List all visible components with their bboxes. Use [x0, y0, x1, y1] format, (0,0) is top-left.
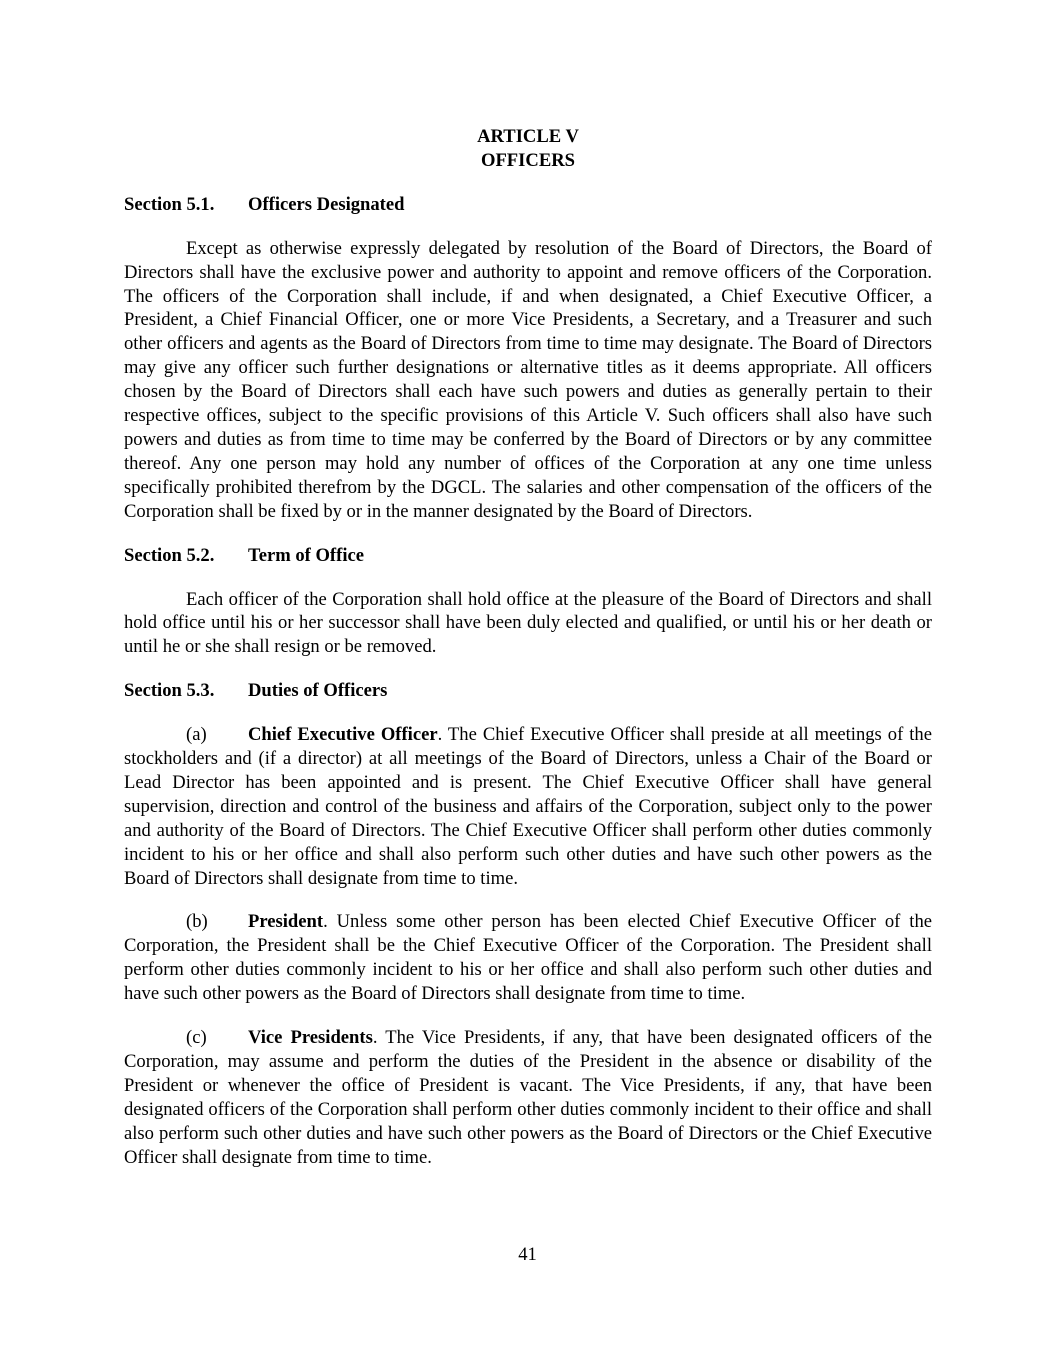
page-number: 41: [518, 1244, 537, 1265]
section-title: Duties of Officers: [248, 680, 388, 702]
subsection-text: . Unless some other person has been elected Chief Executive Officer of the Corporation, the President shall be the Chief Executive Officer of the Corporation. The President shall perform other duties commonly incident to his or her office and shall also perform such other duties and have such other powers as the Board of Directors shall designate from time to time.: [124, 911, 932, 1005]
section-5-3-heading: [124, 679, 932, 703]
section-title: Officers Designated: [248, 193, 405, 215]
section-number: Section 5.2.: [124, 544, 215, 566]
subsection-title: President: [248, 911, 324, 933]
subsection-text: . The Vice Presidents, if any, that have been designated officers of the Corporation, may assume and perform the duties of the President in the absence or disability of the President or whenever the office of President is vacant. The Vice Presidents, if any, that have been designated officers of the Corporation shall perform other duties commonly incident to their office and shall also perform such other duties and have such other powers as the Board of Directors or the Chief Executive Officer shall designate from time to time.: [124, 1027, 932, 1168]
subsection-a-chief-executive-officer: [124, 723, 932, 890]
section-5-1-heading: [124, 193, 932, 217]
subsection-c-vice-presidents: [124, 1026, 932, 1169]
section-5-1-paragraph: Except as otherwise expressly delegated by resolution of the Board of Directors, the Board of Directors shall have the exclusive power and authority to appoint and remove officers of the Corporation. The officers of the Corporation shall include, if and when designated, a Chief Executive Officer, a President, a Chief Financial Officer, one or more Vice Presidents, a Secretary, and a Treasurer and such other officers and agents as the Board of Directors from time to time may designate. The Board of Directors may give any officer such further designations or alternative titles as it deems appropriate. All officers chosen by the Board of Directors shall each have such powers and duties as generally pertain to their respective offices, subject to the specific provisions of this Article V. Such officers shall also have such powers and duties as from time to time may be conferred by the Board of Directors or by any committee thereof. Any one person may hold any number of offices of the Corporation at any one time unless specifically prohibited therefrom by the DGCL. The salaries and other compensation of the officers of the Corporation shall be fixed by or in the manner designated by the Board of Directors.: [124, 237, 932, 522]
document-page: [124, 125, 932, 1170]
section-number: Section 5.1.: [124, 193, 215, 215]
section-title: Term of Office: [248, 544, 364, 566]
article-number: ARTICLE V: [477, 126, 579, 147]
subsection-text: . The Chief Executive Officer shall preside at all meetings of the stockholders and (if a director) at all meetings of the Board of Directors, unless a Chair of the Board or Lead Director has been appointed and is present. The Chief Executive Officer shall have general supervision, direction and control of the business and affairs of the Corporation, subject only to the power and authority of the Board of Directors. The Chief Executive Officer shall perform other duties commonly incident to his or her office and shall also perform such other duties and have such other powers as the Board of Directors shall designate from time to time.: [124, 724, 932, 889]
section-5-2-paragraph: Each officer of the Corporation shall hold office at the pleasure of the Board of Directors and shall hold office until his or her successor shall have been duly elected and qualified, or until his or her death or until he or she shall resign or be removed.: [124, 588, 932, 658]
section-5-2-heading: [124, 544, 932, 568]
subsection-b-president: [124, 910, 932, 1006]
section-number: Section 5.3.: [124, 680, 215, 702]
subsection-title: Vice Presidents: [248, 1027, 373, 1049]
article-title: OFFICERS: [480, 149, 575, 171]
subsection-label: (b): [186, 911, 208, 933]
subsection-label: (a): [186, 724, 207, 746]
subsection-label: (c): [186, 1027, 207, 1049]
subsection-title: Chief Executive Officer: [248, 724, 438, 746]
